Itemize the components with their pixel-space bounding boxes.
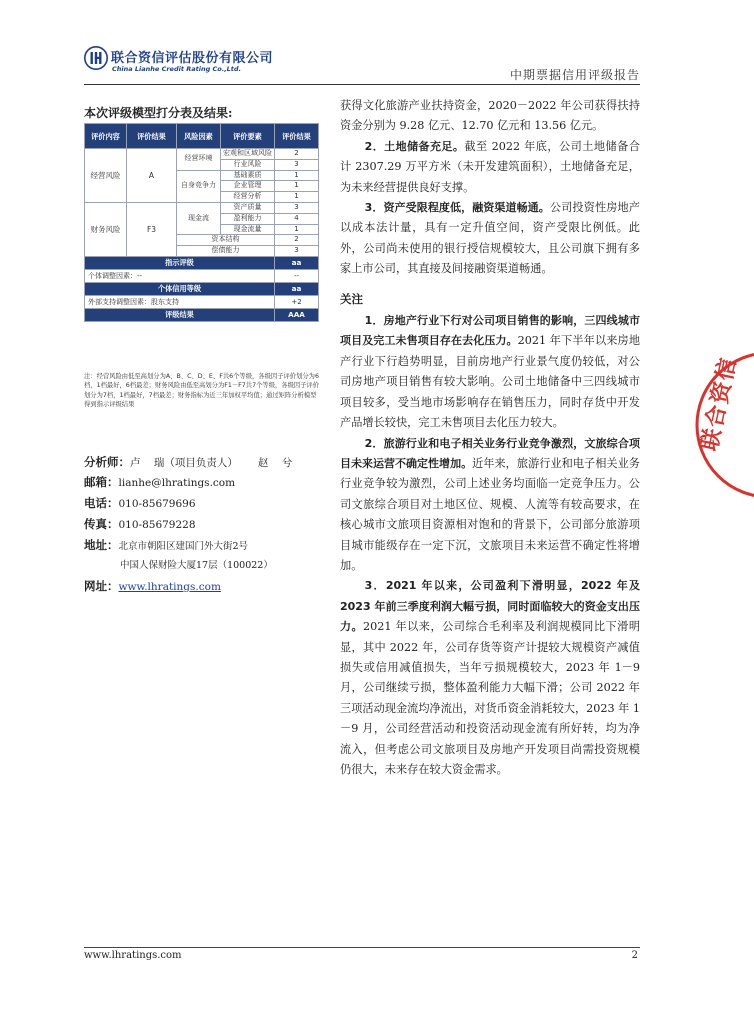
individual-credit-label: 个体信用等级 bbox=[85, 282, 275, 295]
external-support-row bbox=[85, 295, 319, 308]
website-row bbox=[84, 578, 221, 594]
item-name: 资本结构 bbox=[177, 235, 275, 246]
paragraph-text: 截至 2022 年底，公司土地储备合计 2307.29 万平方米（未开发建筑面积），土地储备充足，为未来经营提供良好支撑。 bbox=[340, 139, 640, 194]
rating-model-table bbox=[84, 123, 319, 322]
item-score: 1 bbox=[275, 181, 319, 192]
paragraph-land-reserve bbox=[340, 137, 640, 198]
financial-risk-result: F3 bbox=[127, 202, 177, 256]
company-seal-icon bbox=[694, 340, 754, 510]
strength-heading: 2．土地储备充足。 bbox=[364, 139, 465, 153]
table-header-row bbox=[85, 124, 319, 149]
paragraph-focus-2 bbox=[340, 434, 640, 577]
address-line2: 中国人保财险大厦17层（100022） bbox=[120, 560, 273, 571]
cash-factor: 现金流 bbox=[177, 202, 221, 234]
individual-credit-row bbox=[85, 282, 319, 295]
item-score: 4 bbox=[275, 213, 319, 224]
financial-risk-label: 财务风险 bbox=[85, 202, 127, 256]
focus-heading: 1．房地产行业下行对公司项目销售的影响，三四线城市项目及完工未售项目存在去化压力。 bbox=[340, 314, 640, 348]
focus-heading: 2．旅游行业和电子相关业务行业竞争激烈，文旅综合项目未来运营不确定性增加。 bbox=[340, 436, 640, 470]
company-logo-icon bbox=[84, 46, 108, 70]
item-name: 经营分析 bbox=[221, 192, 275, 203]
fax-label: 传真： bbox=[84, 517, 119, 531]
item-score: 2 bbox=[275, 149, 319, 160]
report-title: 中期票据信用评级报告 bbox=[509, 68, 640, 82]
header-cell: 评价要素 bbox=[221, 124, 275, 149]
paragraph-financing bbox=[340, 198, 640, 280]
footer-divider bbox=[84, 947, 640, 948]
individual-adjustment-value: -- bbox=[275, 269, 319, 282]
paragraph-text: 近年来，旅游行业和电子相关业务行业竞争较为激烈，公司上述业务均面临一定竞争压力。公司文旅综合项目对土地区位、规模、人流等有较高要求，在核心城市文旅项目资源相对饱和的背景下，公司部分旅游项目城市能级存在一定下沉，文旅项目未来运营不确定性将增加。 bbox=[340, 456, 640, 572]
business-risk-label: 经营风险 bbox=[85, 149, 127, 203]
analyst-names: 卢 瑞（项目负责人） 赵 兮 bbox=[130, 457, 293, 469]
business-risk-result: A bbox=[127, 149, 177, 203]
paragraph-text: 公司投资性房地产以成本法计量，具有一定升值空间，资产受限比例低。此外，公司尚未使用的银行授信规模较大，且公司旗下拥有多家上市公司，其直接及间接融资渠道畅通。 bbox=[340, 201, 640, 276]
item-name: 基础素质 bbox=[221, 170, 275, 181]
individual-adjustment-row bbox=[85, 269, 319, 282]
indicative-rating-label: 指示评级 bbox=[85, 256, 275, 269]
item-name: 偿债能力 bbox=[177, 246, 275, 257]
fax-row bbox=[84, 516, 196, 532]
item-name: 企业管理 bbox=[221, 181, 275, 192]
individual-adjustment-label: 个体调整因素：-- bbox=[85, 269, 275, 282]
website-label: 网址： bbox=[84, 579, 119, 593]
table-row bbox=[85, 202, 319, 213]
company-name-cn: 联合资信评估股份有限公司 bbox=[111, 51, 274, 66]
individual-credit-value: aa bbox=[275, 282, 319, 295]
final-rating-value: AAA bbox=[275, 308, 319, 321]
item-score: 2 bbox=[275, 235, 319, 246]
indicative-rating-row bbox=[85, 256, 319, 269]
header-cell: 评价内容 bbox=[85, 124, 127, 149]
paragraph-text: 2021 年以来，公司综合毛利率及利润规模同比下滑明显，其中 2022 年，公司存货等资产计提较大规模资产减值损失或信用减值损失，当年亏损规模较大，2023 年 1－9 月，公司继续亏损，整体盈利能力大幅下滑；公司 2022 年三项活动现金流均净流出，对货币资金消耗较大，2023 年 1－9 月，公司经营活动和投资活动现金流有所好转，均为净流入，但考虑公司文旅项目及房地产开发项目尚需投资规模仍很大，未来存在较大资金需求。 bbox=[340, 620, 641, 776]
final-rating-row bbox=[85, 308, 319, 321]
focus-section-title: 关注 bbox=[340, 291, 363, 306]
analyst-label: 分析师： bbox=[84, 455, 130, 469]
item-name: 行业风险 bbox=[221, 159, 275, 170]
item-name: 宏观和区域风险 bbox=[221, 149, 275, 160]
strength-heading: 3．资产受限程度低，融资渠道畅通。 bbox=[364, 201, 550, 215]
header-cell: 风险因素 bbox=[177, 124, 221, 149]
indicative-rating-value: aa bbox=[275, 256, 319, 269]
footer-website[interactable]: www.lhratings.com bbox=[84, 950, 182, 961]
item-score: 3 bbox=[275, 246, 319, 257]
item-name: 现金流量 bbox=[221, 224, 275, 235]
final-rating-label: 评级结果 bbox=[85, 308, 275, 321]
email-row bbox=[84, 474, 235, 490]
phone-label: 电话： bbox=[84, 496, 119, 510]
analyst-row bbox=[84, 454, 292, 470]
address-label: 地址： bbox=[84, 538, 119, 552]
scorecard-title: 本次评级模型打分表及结果: bbox=[84, 106, 233, 120]
table-note: 注：经营风险由低至高划分为A、B、C、D、E、F共6个等级，各级因子评价划分为6档，1档最好，6档最差；财务风险由低至高划分为F1－F7共7个等级，各级因子评价划分为7档，1档最好，7档最差；财务指标为近三年加权平均值；通过矩阵分析模型得到指示评级结果 bbox=[84, 373, 320, 408]
env-factor: 经营环境 bbox=[177, 149, 221, 171]
paragraph-text: 2021 年下半年以来房地产行业下行趋势明显，目前房地产行业景气度仍较低，对公司房地产项目销售有较大影响。公司土地储备中三四线城市项目较多，受当地市场影响存在销售压力，同时存货中开发产品增长较快，完工未售项目去化压力较大。 bbox=[340, 334, 641, 430]
report-body bbox=[340, 96, 640, 780]
address-row bbox=[84, 537, 248, 553]
item-score: 1 bbox=[275, 224, 319, 235]
email-value[interactable]: lianhe@lhratings.com bbox=[118, 477, 236, 489]
item-name: 盈利能力 bbox=[221, 213, 275, 224]
external-support-value: +2 bbox=[275, 295, 319, 308]
item-score: 1 bbox=[275, 192, 319, 203]
email-label: 邮箱： bbox=[84, 475, 119, 489]
item-score: 3 bbox=[275, 202, 319, 213]
phone-row bbox=[84, 495, 196, 511]
fax-value: 010-85679228 bbox=[118, 519, 196, 531]
header-divider bbox=[84, 84, 640, 85]
address-line1: 北京市朝阳区建国门外大街2号 bbox=[118, 541, 249, 552]
company-name-en: China Lianhe Credit Rating Co.,Ltd. bbox=[112, 65, 242, 73]
website-link[interactable]: www.lhratings.com bbox=[118, 581, 221, 593]
focus-heading: 3．2021 年以来，公司盈利下滑明显，2022 年及 2023 年前三季度利润大幅亏损，同时面临较大的资金支出压力。 bbox=[340, 579, 640, 634]
phone-value: 010-85679696 bbox=[118, 498, 196, 510]
address-row-2 bbox=[120, 557, 273, 571]
header-cell: 评价结果 bbox=[127, 124, 177, 149]
header-cell: 评价结果 bbox=[275, 124, 319, 149]
paragraph-focus-3 bbox=[340, 576, 640, 780]
item-score: 1 bbox=[275, 170, 319, 181]
paragraph-subsidy: 获得文化旅游产业扶持资金，2020－2022 年公司获得扶持资金分别为 9.28 亿元、12.70 亿元和 13.56 亿元。 bbox=[340, 99, 640, 133]
external-support-label: 外部支持调整因素：股东支持 bbox=[85, 295, 275, 308]
item-name: 资产质量 bbox=[221, 202, 275, 213]
item-score: 3 bbox=[275, 159, 319, 170]
page-number: 2 bbox=[631, 950, 638, 961]
svg-text:联合资信: 联合资信 bbox=[697, 354, 742, 454]
paragraph-focus-1 bbox=[340, 311, 640, 433]
comp-factor: 自身竞争力 bbox=[177, 170, 221, 202]
